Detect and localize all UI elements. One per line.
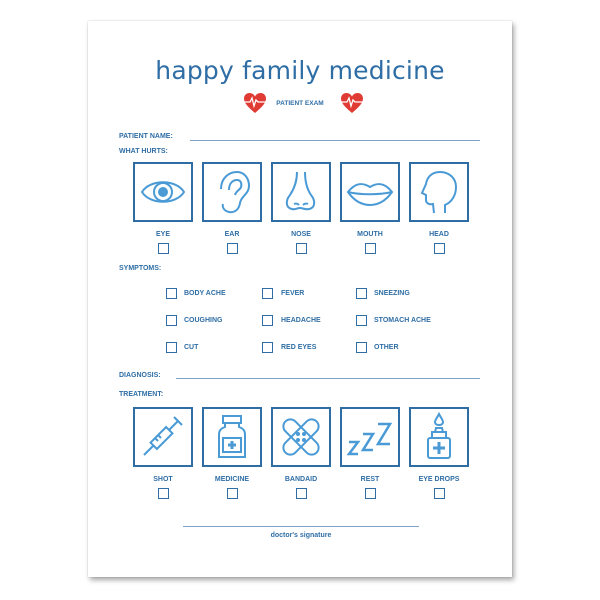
what-hurts-label: WHAT HURTS: <box>119 148 168 155</box>
head-tile <box>409 162 469 222</box>
eye-icon <box>138 167 188 217</box>
headache-checkbox[interactable] <box>262 315 273 326</box>
medicine-checkbox[interactable] <box>227 488 238 499</box>
page-title: happy family medicine <box>155 56 445 85</box>
ear-icon <box>207 167 257 217</box>
page-subtitle: PATIENT EXAM <box>276 100 324 107</box>
patient-name-label: PATIENT NAME: <box>119 133 173 140</box>
patient-name-field[interactable] <box>190 140 480 141</box>
signature-field[interactable] <box>183 526 419 527</box>
ear-tile <box>202 162 262 222</box>
cut-label: CUT <box>184 344 199 351</box>
red-eyes-label: RED EYES <box>281 344 317 351</box>
medicine-tile <box>202 407 262 467</box>
medicine-label: MEDICINE <box>214 476 250 483</box>
stomach-ache-label: STOMACH ACHE <box>374 317 431 324</box>
fever-label: FEVER <box>281 290 305 297</box>
diagnosis-label: DIAGNOSIS: <box>119 372 161 379</box>
nose-label: NOSE <box>291 231 311 238</box>
zzz-icon <box>345 412 395 462</box>
other-label: OTHER <box>374 344 399 351</box>
body-ache-label: BODY ACHE <box>184 290 226 297</box>
nose-checkbox[interactable] <box>296 243 307 254</box>
head-icon <box>414 167 464 217</box>
mouth-checkbox[interactable] <box>365 243 376 254</box>
bandaid-checkbox[interactable] <box>296 488 307 499</box>
fever-checkbox[interactable] <box>262 288 273 299</box>
eye-drops-icon <box>414 412 464 462</box>
coughing-label: COUGHING <box>184 317 223 324</box>
signature-label: doctor's signature <box>270 532 332 539</box>
stomach-ache-checkbox[interactable] <box>356 315 367 326</box>
bandaid-tile <box>271 407 331 467</box>
head-checkbox[interactable] <box>434 243 445 254</box>
symptoms-label: SYMPTOMS: <box>119 265 162 272</box>
ear-checkbox[interactable] <box>227 243 238 254</box>
sneezing-checkbox[interactable] <box>356 288 367 299</box>
red-eyes-checkbox[interactable] <box>262 342 273 353</box>
eye-checkbox[interactable] <box>158 243 169 254</box>
eye-drops-tile <box>409 407 469 467</box>
eye-tile <box>133 162 193 222</box>
mouth-label: MOUTH <box>357 231 383 238</box>
treatment-label: TREATMENT: <box>119 391 164 398</box>
other-checkbox[interactable] <box>356 342 367 353</box>
shot-checkbox[interactable] <box>158 488 169 499</box>
mouth-icon <box>345 167 395 217</box>
rest-tile <box>340 407 400 467</box>
heartbeat-heart-icon <box>340 92 364 114</box>
syringe-icon <box>138 412 188 462</box>
subtitle-row <box>0 92 600 116</box>
bandaid-label: BANDAID <box>284 476 318 483</box>
eye-label: EYE <box>155 231 170 238</box>
bandaid-icon <box>276 412 326 462</box>
nose-icon <box>276 167 326 217</box>
eye-drops-checkbox[interactable] <box>434 488 445 499</box>
cut-checkbox[interactable] <box>166 342 177 353</box>
diagnosis-field[interactable] <box>176 378 480 379</box>
head-label: HEAD <box>429 231 449 238</box>
eye-drops-label: EYE DROPS <box>418 476 460 483</box>
heartbeat-heart-icon <box>243 92 267 114</box>
rest-checkbox[interactable] <box>365 488 376 499</box>
ear-label: EAR <box>224 231 240 238</box>
nose-tile <box>271 162 331 222</box>
sneezing-label: SNEEZING <box>374 290 410 297</box>
mouth-tile <box>340 162 400 222</box>
coughing-checkbox[interactable] <box>166 315 177 326</box>
body-ache-checkbox[interactable] <box>166 288 177 299</box>
shot-label: SHOT <box>153 476 173 483</box>
rest-label: REST <box>360 476 380 483</box>
headache-label: HEADACHE <box>281 317 321 324</box>
medicine-bottle-icon <box>207 412 257 462</box>
shot-tile <box>133 407 193 467</box>
